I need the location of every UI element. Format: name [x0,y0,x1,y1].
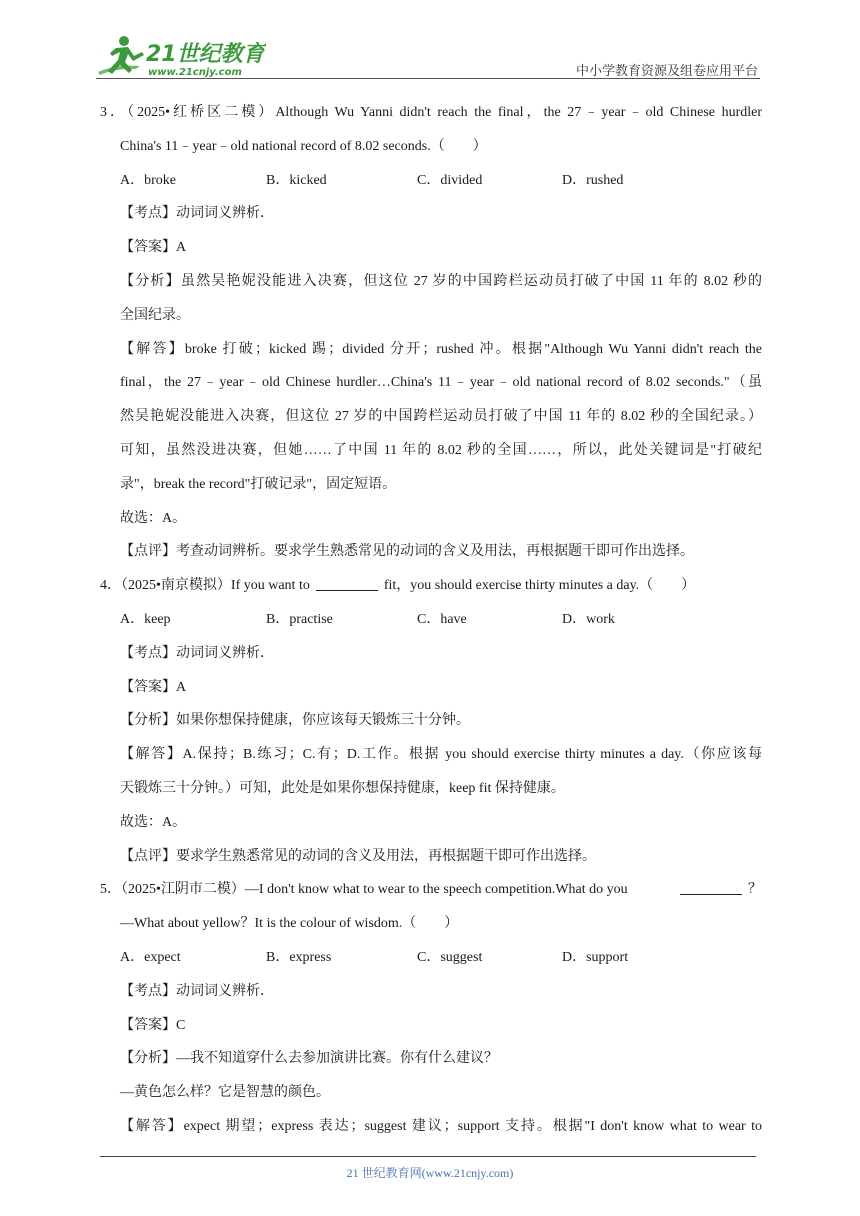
page-header [96,30,760,78]
answer-options [100,603,762,637]
logo-21cnjy [96,34,266,78]
option-c: C．suggest [417,949,483,965]
text-line: 录"，break the record"打破记录"，固定短语。 [120,476,397,492]
logo-text: 21世纪教育 [146,42,265,67]
text-line: —What about yellow？It is the colour of wisdom.（ ） [120,916,459,932]
footer-divider [100,1156,756,1157]
question-line [100,569,762,603]
logo-url: www.21cnjy.com [148,67,242,78]
option-b: B．kicked [266,172,327,188]
text-line: 可知，虽然没进决赛，但她……了中国 11 年的 8.02 秒的全国……，所以，此处关键词是"打破纪 [120,442,762,458]
analysis-line: 【分析】—我不知道穿什么去参加演讲比赛。你有什么建议？ [120,1051,498,1067]
question-line [100,873,762,907]
text-line: —黄色怎么样？它是智慧的颜色。 [120,1085,330,1101]
option-b: B．express [266,949,332,965]
choice-line: 故选：A。 [120,510,187,526]
option-d: D．support [562,949,629,965]
question-text-end: ？ [748,882,762,898]
option-d: D．rushed [562,172,624,188]
text-line: China's 11﹣year﹣old national record of 8.02 seconds.（ ） [120,138,487,154]
fill-blank [316,576,378,591]
comment-line: 【点评】考查动词辨析。要求学生熟悉常见的动词的含义及用法，再根据题干即可作出选择。 [120,544,694,560]
text-line: 全国纪录。 [120,307,190,323]
option-b: B．practise [266,611,333,627]
analysis-line: 【分析】如果你想保持健康，你应该每天锻炼三十分钟。 [120,713,470,729]
solution-line: 【解答】A.保持；B.练习；C.有；D.工作。根据 you should exercise thirty minutes a day.（你应该每 [120,747,762,763]
document-body [100,96,762,1144]
header-divider [96,78,760,79]
answer-line: 【答案】A [120,240,187,256]
analysis-line: 【分析】虽然吴艳妮没能进入决赛，但这位 27 岁的中国跨栏运动员打破了中国 11 年的 8.02 秒的 [120,273,762,289]
option-a: A．broke [120,172,176,188]
footer-link[interactable]: 21 世纪教育网(www.21cnjy.com) [346,1166,514,1180]
topic-line: 【考点】动词词义辨析． [120,645,274,661]
answer-line: 【答案】C [120,1017,186,1033]
comment-line: 【点评】要求学生熟悉常见的动词的含义及用法，再根据题干即可作出选择。 [120,848,596,864]
solution-line: 【解答】expect 期望；express 表达；suggest 建议；support 支持。根据"I don't know what to wear to [120,1118,762,1134]
answer-line: 【答案】A [120,679,187,695]
platform-title: 中小学教育资源及组卷应用平台 [575,64,758,79]
solution-line: 【解答】broke 打破；kicked 踢；divided 分开；rushed 冲。根据"Although Wu Yanni didn't reach the [120,341,762,357]
option-d: D．work [562,611,615,627]
text-line: final，the 27﹣year﹣old Chinese hurdler…China's 11﹣year﹣old national record of 8.02 seconds."（虽 [120,375,762,391]
option-a: A．expect [120,949,181,965]
text-line: 天锻炼三十分钟。）可知，此处是如果你想保持健康，keep fit 保持健康。 [120,780,565,796]
fill-blank [680,880,742,895]
question-text-end: fit，you should exercise thirty minutes a day.（ ） [383,578,696,594]
question-line: 3．（2025•红桥区二模）Although Wu Yanni didn't reach the final，the 27﹣year﹣old Chinese hurdler [100,105,762,120]
question-text: 4．（2025•南京模拟）If you want to [100,578,310,594]
option-c: C．have [417,611,467,627]
answer-options [100,941,762,975]
option-a: A．keep [120,611,171,627]
topic-line: 【考点】动词词义辨析． [120,206,274,222]
text-line: 然吴艳妮没能进入决赛，但这位 27 岁的中国跨栏运动员打破了中国 11 年的 8.02 秒的全国纪录。） [120,409,762,425]
option-c: C．divided [417,172,483,188]
question-text: 5．（2025•江阴市二模）—I don't know what to wear to the speech competition.What do you [100,882,628,898]
answer-options [100,164,762,198]
choice-line: 故选：A。 [120,814,187,830]
topic-line: 【考点】动词词义辨析． [120,983,274,999]
